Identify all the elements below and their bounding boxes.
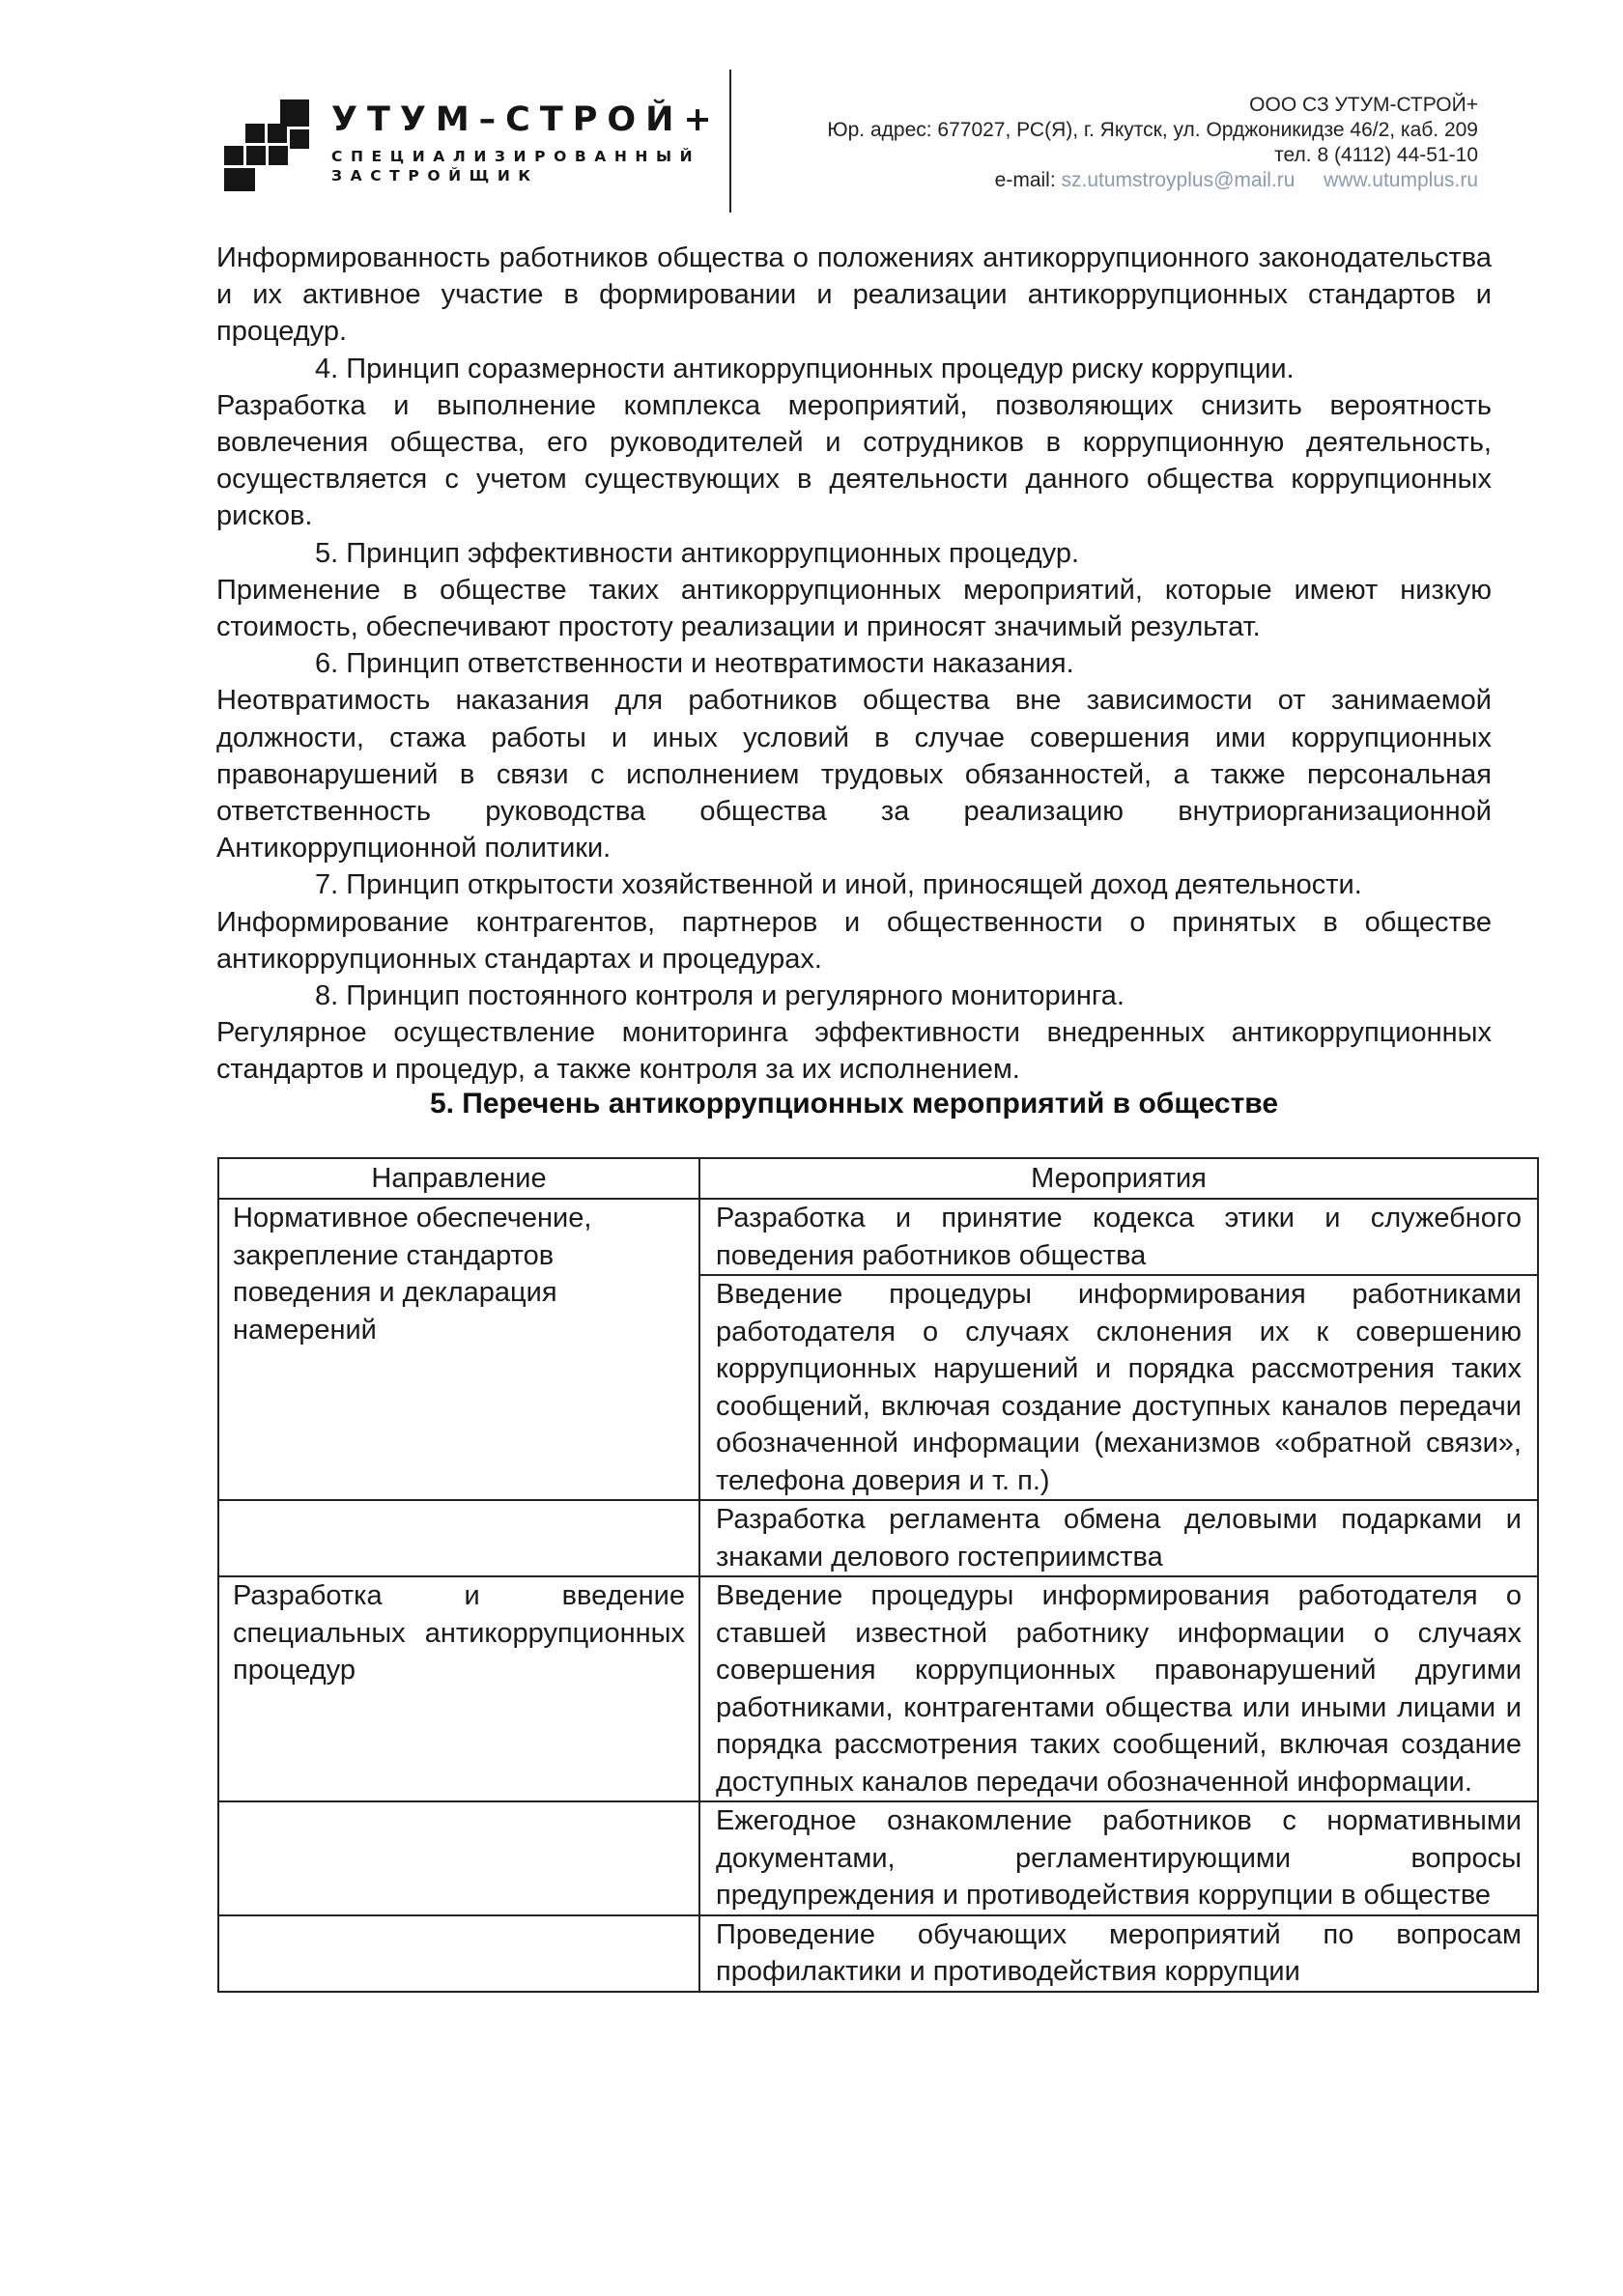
logo-subtitle: СПЕЦИАЛИЗИРОВАННЫЙ ЗАСТРОЙЩИК	[331, 148, 701, 184]
measure-cell: Разработка и принятие кодекса этики и служебного поведения работников общества	[699, 1199, 1538, 1275]
section-title: 5. Перечень антикоррупционных мероприятий в обществе	[429, 1088, 1279, 1120]
principle-heading: 6. Принцип ответственности и неотвратимости наказания.	[315, 648, 1074, 680]
principle-heading: 5. Принцип эффективности антикоррупционных процедур.	[315, 537, 1080, 569]
company-logo-icon	[224, 99, 316, 191]
measure-cell: Разработка регламента обмена деловыми подарками и знаками делового гостеприимства	[699, 1500, 1538, 1576]
table-row	[218, 1199, 1538, 1275]
table-row	[218, 1500, 1538, 1576]
measure-cell: Введение процедуры информирования работниками работодателя о случаях склонения их к совершению коррупционных нарушений и порядка рассмотрения таких сообщений, включая создание доступных каналов передачи обозначенной информации (механизмов «обратной связи», телефона доверия и т. п.)	[699, 1275, 1538, 1500]
company-details	[827, 93, 1478, 193]
header-divider	[729, 70, 731, 213]
email-link[interactable]: sz.utumstroyplus@mail.ru	[1061, 169, 1296, 191]
table-row	[218, 1801, 1538, 1915]
letterhead	[0, 0, 1623, 232]
paragraph: Неотвратимость наказания для работников общества вне зависимости от занимаемой должности, стажа работы и иных условий в случае совершения ими коррупционных правонарушений в связи с исполнением трудовых обязанностей, а также персональная ответственность руководства общества за реализацию внутриорганизационной Антикоррупционной политики.	[216, 685, 1492, 865]
paragraph: Информирование контрагентов, партнеров и общественности о принятых в обществе антикоррупционных стандартах и процедурах.	[216, 906, 1492, 975]
principle-heading: 7. Принцип открытости хозяйственной и иной, приносящей доход деятельности.	[315, 869, 1362, 901]
paragraph: Информированность работников общества о положениях антикоррупционного законодательства и их активное участие в формировании и реализации антикоррупционных стандартов и процедур.	[216, 242, 1492, 348]
website-link[interactable]: www.utumplus.ru	[1324, 169, 1478, 191]
table-header-row	[218, 1158, 1538, 1199]
measure-cell: Ежегодное ознакомление работников с нормативными документами, регламентирующими вопросы предупреждения и противодействия коррупции в обществе	[699, 1801, 1538, 1915]
paragraph: Регулярное осуществление мониторинга эффективности внедренных антикоррупционных стандартов и процедур, а также контроля за их исполнением.	[216, 1017, 1492, 1086]
column-header-direction: Направление	[218, 1158, 699, 1199]
direction-cell: Разработка и введение специальных антикоррупционных процедур	[218, 1576, 699, 1801]
direction-cell	[218, 1801, 699, 1915]
document-body	[216, 240, 1492, 1089]
principle-heading: 8. Принцип постоянного контроля и регулярного мониторинга.	[315, 980, 1125, 1012]
principle-heading: 4. Принцип соразмерности антикоррупционных процедур риску коррупции.	[315, 353, 1295, 384]
contacts-line	[827, 168, 1478, 193]
measure-cell: Введение процедуры информирования работодателя о ставшей известной работнику информации о случаях совершения коррупционных правонарушений другими работниками, контрагентами общества или иными лицами и порядка рассмотрения таких сообщений, включая создание доступных каналов передачи обозначенной информации.	[699, 1576, 1538, 1801]
measure-cell: Проведение обучающих мероприятий по вопросам профилактики и противодействия коррупции	[699, 1915, 1538, 1992]
legal-address: Юр. адрес: 677027, РС(Я), г. Якутск, ул. Орджоникидзе 46/2, каб. 209	[827, 119, 1478, 141]
company-name: ООО СЗ УТУМ-СТРОЙ+	[1249, 94, 1478, 116]
table-row	[218, 1915, 1538, 1992]
table-row	[218, 1576, 1538, 1801]
paragraph: Разработка и выполнение комплекса мероприятий, позволяющих снизить вероятность вовлечения общества, его руководителей и сотрудников в коррупционную деятельность, осуществляется с учетом существующих в деятельности данного общества коррупционных рисков.	[216, 389, 1492, 532]
logo-name: УТУМ–СТРОЙ+	[331, 100, 722, 139]
paragraph: Применение в обществе таких антикоррупционных мероприятий, которые имеют низкую стоимость, обеспечивают простоту реализации и приносят значимый результат.	[216, 574, 1492, 643]
phone: тел. 8 (4112) 44-51-10	[1274, 144, 1478, 166]
column-header-measures: Мероприятия	[699, 1158, 1538, 1199]
direction-cell	[218, 1500, 699, 1576]
direction-cell	[218, 1915, 699, 1992]
direction-cell: Нормативное обеспечение, закрепление стандартов поведения и декларация намерений	[218, 1199, 699, 1500]
email-label: e-mail:	[994, 169, 1056, 191]
measures-table	[217, 1157, 1539, 1993]
